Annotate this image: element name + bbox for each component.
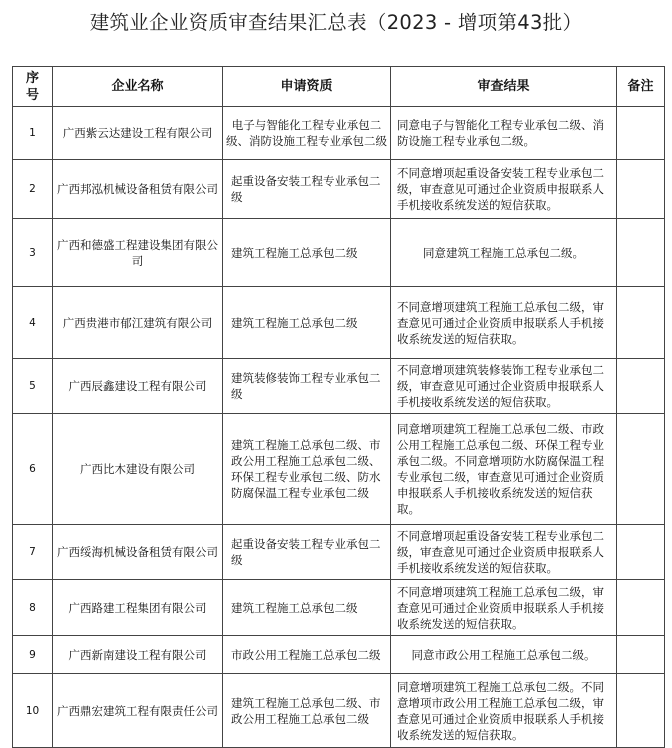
row-qualification: 市政公用工程施工总承包二级 <box>223 636 391 674</box>
table-row <box>13 359 665 414</box>
row-no: 2 <box>13 160 53 219</box>
row-company-name: 广西鼎宏建筑工程有限责任公司 <box>53 674 223 748</box>
row-company-name: 广西紫云达建设工程有限公司 <box>53 107 223 160</box>
row-result: 不同意增项建筑装修装饰工程专业承包二级，审查意见可通过企业资质申报联系人手机接收系统发送的短信获取。 <box>391 359 617 414</box>
results-table <box>12 66 665 748</box>
row-result: 不同意增项建筑工程施工总承包二级，审查意见可通过企业资质申报联系人手机接收系统发送的短信获取。 <box>391 580 617 636</box>
table-row <box>13 107 665 160</box>
row-no: 8 <box>13 580 53 636</box>
page-title: 建筑业企业资质审查结果汇总表（2023 - 增项第43批） <box>89 11 583 34</box>
table-row <box>13 160 665 219</box>
row-qualification: 起重设备安装工程专业承包二级 <box>223 525 391 580</box>
table-row <box>13 219 665 287</box>
table-header-row <box>13 67 665 107</box>
row-no: 10 <box>13 674 53 748</box>
row-remark <box>617 160 665 219</box>
row-result: 不同意增项起重设备安装工程专业承包二级，审查意见可通过企业资质申报联系人手机接收系统发送的短信获取。 <box>391 525 617 580</box>
row-qualification: 建筑工程施工总承包二级 <box>223 287 391 359</box>
row-qualification: 建筑工程施工总承包二级、市政公用工程施工总承包二级、环保工程专业承包二级、防水防腐保温工程专业承包二级 <box>223 414 391 525</box>
row-company-name: 广西和德盛工程建设集团有限公司 <box>53 219 223 287</box>
row-remark <box>617 219 665 287</box>
row-qualification: 起重设备安装工程专业承包二级 <box>223 160 391 219</box>
row-company-name: 广西新南建设工程有限公司 <box>53 636 223 674</box>
row-no: 5 <box>13 359 53 414</box>
header-remark: 备注 <box>617 67 665 107</box>
row-result: 不同意增项建筑工程施工总承包二级，审查意见可通过企业资质申报联系人手机接收系统发送的短信获取。 <box>391 287 617 359</box>
row-remark <box>617 107 665 160</box>
row-remark <box>617 359 665 414</box>
table-row <box>13 414 665 525</box>
header-name: 企业名称 <box>53 67 223 107</box>
row-result: 同意增项建筑工程施工总承包二级、市政公用工程施工总承包二级、环保工程专业承包二级。不同意增项防水防腐保温工程专业承包二级，审查意见可通过企业资质申报联系人手机接收系统发送的短信获取。 <box>391 414 617 525</box>
table-row <box>13 636 665 674</box>
row-company-name: 广西路建工程集团有限公司 <box>53 580 223 636</box>
row-no: 3 <box>13 219 53 287</box>
header-qualification: 申请资质 <box>223 67 391 107</box>
row-company-name: 广西邦泓机械设备租赁有限公司 <box>53 160 223 219</box>
row-no: 7 <box>13 525 53 580</box>
row-qualification: 电子与智能化工程专业承包二级、消防设施工程专业承包二级 <box>223 107 391 160</box>
row-qualification: 建筑工程施工总承包二级 <box>223 219 391 287</box>
row-company-name: 广西比木建设有限公司 <box>53 414 223 525</box>
row-remark <box>617 674 665 748</box>
table-row <box>13 525 665 580</box>
table-row <box>13 287 665 359</box>
row-result: 同意增项建筑工程施工总承包二级。不同意增项市政公用工程施工总承包二级，审查意见可通过企业资质申报联系人手机接收系统发送的短信获取。 <box>391 674 617 748</box>
table-row <box>13 674 665 748</box>
row-result: 同意电子与智能化工程专业承包二级、消防设施工程专业承包二级。 <box>391 107 617 160</box>
row-result: 同意市政公用工程施工总承包二级。 <box>391 636 617 674</box>
row-remark <box>617 636 665 674</box>
row-no: 4 <box>13 287 53 359</box>
row-no: 9 <box>13 636 53 674</box>
row-no: 6 <box>13 414 53 525</box>
row-remark <box>617 414 665 525</box>
row-result: 同意建筑工程施工总承包二级。 <box>391 219 617 287</box>
row-qualification: 建筑工程施工总承包二级、市政公用工程施工总承包二级 <box>223 674 391 748</box>
row-company-name: 广西绥海机械设备租赁有限公司 <box>53 525 223 580</box>
row-remark <box>617 525 665 580</box>
table-row <box>13 580 665 636</box>
row-remark <box>617 287 665 359</box>
row-company-name: 广西辰鑫建设工程有限公司 <box>53 359 223 414</box>
row-company-name: 广西贵港市郁江建筑有限公司 <box>53 287 223 359</box>
header-no: 序号 <box>13 67 53 107</box>
row-qualification: 建筑工程施工总承包二级 <box>223 580 391 636</box>
row-qualification: 建筑装修装饰工程专业承包二级 <box>223 359 391 414</box>
row-remark <box>617 580 665 636</box>
row-result: 不同意增项起重设备安装工程专业承包二级，审查意见可通过企业资质申报联系人手机接收系统发送的短信获取。 <box>391 160 617 219</box>
header-result: 审查结果 <box>391 67 617 107</box>
row-no: 1 <box>13 107 53 160</box>
